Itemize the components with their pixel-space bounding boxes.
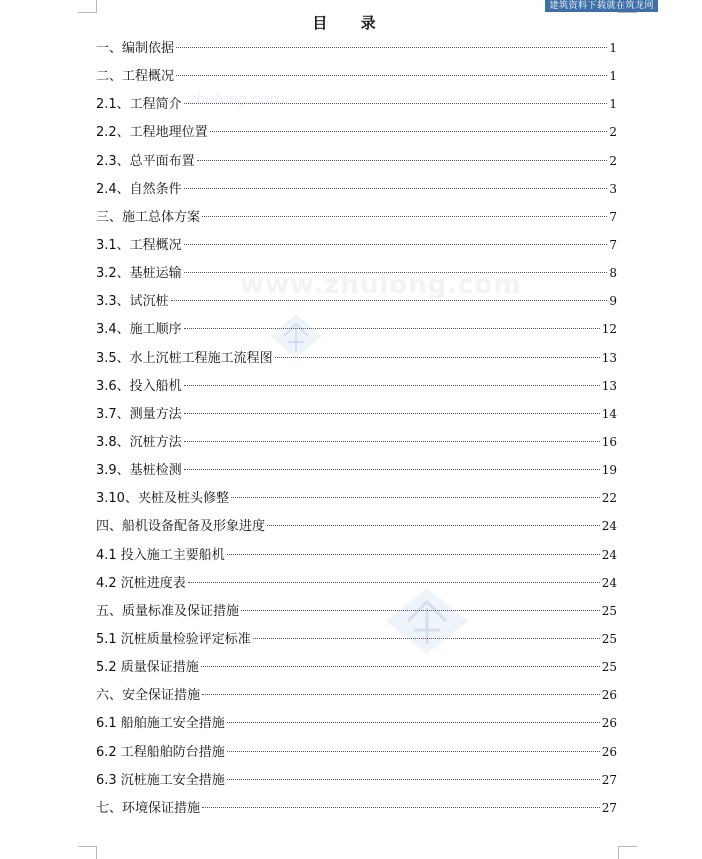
toc-entry[interactable]: [96, 484, 617, 512]
toc-entry[interactable]: [96, 681, 617, 709]
toc-entry[interactable]: [96, 372, 617, 400]
toc-leader-dots: [184, 188, 608, 189]
toc-entry-page: 26: [601, 688, 617, 703]
toc-entry-page: 3: [609, 181, 617, 196]
toc-entry-label: 2.2、工程地理位置: [96, 125, 208, 141]
toc-entry-label: 3.1、工程概况: [96, 237, 182, 253]
toc-entry[interactable]: [96, 400, 617, 428]
toc-entry-label: 5.1 沉桩质量检验评定标准: [96, 631, 251, 647]
toc-entry-label: 2.1、工程简介: [96, 97, 182, 113]
toc-entry-label: 2.3、总平面布置: [96, 153, 195, 169]
toc-entry-page: 24: [601, 575, 617, 590]
toc-leader-dots: [227, 722, 600, 723]
toc-entry-page: 13: [601, 378, 617, 393]
toc-entry-label: 五、质量标准及保证措施: [96, 603, 240, 619]
toc-leader-dots: [171, 300, 608, 301]
toc-entry[interactable]: [96, 259, 617, 287]
toc-entry[interactable]: [96, 653, 617, 681]
toc-entry-page: 27: [601, 800, 617, 815]
toc-entry-label: 二、工程概况: [96, 69, 175, 85]
toc-entry[interactable]: [96, 287, 617, 315]
toc-entry[interactable]: [96, 738, 617, 766]
toc-entry-page: 25: [601, 660, 617, 675]
toc-entry[interactable]: [96, 428, 617, 456]
toc-leader-dots: [176, 75, 607, 76]
toc-leader-dots: [197, 160, 608, 161]
toc-entry-label: 一、编制依据: [96, 41, 175, 56]
toc-leader-dots: [231, 497, 600, 498]
toc-leader-dots: [227, 779, 600, 780]
crop-mark-bottom-right: [618, 846, 637, 859]
toc-entry-page: 24: [601, 547, 617, 562]
toc-leader-dots: [275, 357, 600, 358]
toc-entry[interactable]: [96, 175, 617, 203]
toc-entry[interactable]: [96, 569, 617, 597]
toc-entry-label: 3.9、基桩检测: [96, 463, 182, 479]
toc-entry-page: 26: [601, 716, 617, 731]
toc-entry-label: 3.4、施工顺序: [96, 322, 182, 338]
toc-entry-page: 2: [609, 153, 617, 168]
toc-entry-page: 25: [601, 631, 617, 646]
toc-entry-page: 9: [609, 294, 617, 309]
toc-entry-label: 2.4、自然条件: [96, 181, 182, 197]
toc-entry[interactable]: [96, 456, 617, 484]
page-title: 目 录: [312, 14, 390, 32]
toc-leader-dots: [202, 216, 607, 217]
toc-leader-dots: [210, 131, 608, 132]
toc-entry-label: 3.5、水上沉桩工程施工流程图: [96, 350, 273, 366]
toc-leader-dots: [253, 638, 600, 639]
toc-entry-page: 27: [601, 772, 617, 787]
toc-leader-dots: [188, 582, 600, 583]
toc-entry-page: 1: [609, 69, 617, 84]
toc-entry-label: 3.3、试沉桩: [96, 294, 169, 310]
toc-leader-dots: [184, 272, 608, 273]
toc-leader-dots: [227, 554, 600, 555]
toc-entry[interactable]: [96, 766, 617, 794]
toc-entry[interactable]: [96, 794, 617, 822]
toc-entry-page: 16: [601, 434, 617, 449]
toc-leader-dots: [267, 525, 600, 526]
toc-entry-label: 七、环境保证措施: [96, 800, 201, 816]
toc-leader-dots: [176, 47, 607, 48]
toc-entry-label: 3.10、夹桩及桩头修整: [96, 491, 229, 507]
toc-entry-label: 三、施工总体方案: [96, 209, 201, 225]
toc-entry-label: 6.3 沉桩施工安全措施: [96, 772, 225, 788]
toc-entry[interactable]: [96, 597, 617, 625]
toc-entry-label: 六、安全保证措施: [96, 688, 201, 704]
toc-leader-dots: [184, 328, 600, 329]
toc-entry-page: 7: [609, 237, 617, 252]
toc-entry[interactable]: [96, 315, 617, 343]
watermark-small: zhulong.com: [188, 90, 285, 108]
toc-entry-page: 24: [601, 519, 617, 534]
toc-leader-dots: [184, 441, 600, 442]
toc-entry-label: 4.2 沉桩进度表: [96, 575, 186, 591]
toc-entry-page: 7: [609, 209, 617, 224]
toc-leader-dots: [184, 413, 600, 414]
toc-entry[interactable]: [96, 203, 617, 231]
toc-entry[interactable]: [96, 344, 617, 372]
toc-entry-label: 5.2 质量保证措施: [96, 660, 199, 676]
toc-entry[interactable]: [96, 118, 617, 146]
watermark-large: www.zhulong.com: [240, 270, 522, 300]
toc-entry-label: 6.2 工程船舶防台措施: [96, 744, 225, 760]
toc-entry[interactable]: [96, 90, 617, 118]
toc-entry-page: 14: [601, 406, 617, 421]
crop-mark-bottom-left: [78, 846, 97, 859]
toc-entry[interactable]: [96, 625, 617, 653]
toc-entry[interactable]: [96, 709, 617, 737]
toc-entry[interactable]: [96, 34, 617, 62]
table-of-contents: [96, 34, 617, 822]
toc-entry[interactable]: [96, 147, 617, 175]
toc-leader-dots: [184, 103, 608, 104]
toc-entry-label: 6.1 船舶施工安全措施: [96, 716, 225, 732]
toc-entry-label: 3.7、测量方法: [96, 406, 182, 422]
toc-leader-dots: [201, 666, 600, 667]
toc-leader-dots: [184, 385, 600, 386]
toc-entry[interactable]: [96, 231, 617, 259]
toc-entry-label: 3.6、投入船机: [96, 378, 182, 394]
download-stamp: 建筑资料下载就在筑龙网: [545, 0, 658, 12]
toc-entry-page: 1: [609, 97, 617, 112]
toc-entry-page: 2: [609, 125, 617, 140]
toc-entry-page: 22: [601, 491, 617, 506]
toc-leader-dots: [184, 244, 608, 245]
toc-entry[interactable]: [96, 512, 617, 540]
toc-leader-dots: [202, 694, 600, 695]
toc-entry-page: 13: [601, 350, 617, 365]
toc-leader-dots: [184, 469, 600, 470]
toc-entry[interactable]: [96, 541, 617, 569]
toc-entry-label: 3.2、基桩运输: [96, 266, 182, 282]
toc-entry-page: 26: [601, 744, 617, 759]
toc-entry-label: 3.8、沉桩方法: [96, 434, 182, 450]
toc-entry-page: 12: [601, 322, 617, 337]
toc-leader-dots: [241, 610, 600, 611]
toc-entry-label: 四、船机设备配备及形象进度: [96, 519, 266, 535]
toc-entry-page: 19: [601, 463, 617, 478]
toc-entry[interactable]: [96, 62, 617, 90]
toc-entry-page: 8: [609, 266, 617, 281]
toc-leader-dots: [227, 751, 600, 752]
toc-leader-dots: [202, 807, 600, 808]
toc-entry-label: 4.1 投入施工主要船机: [96, 547, 225, 563]
toc-entry-page: 25: [601, 603, 617, 618]
toc-entry-page: 1: [609, 41, 617, 55]
